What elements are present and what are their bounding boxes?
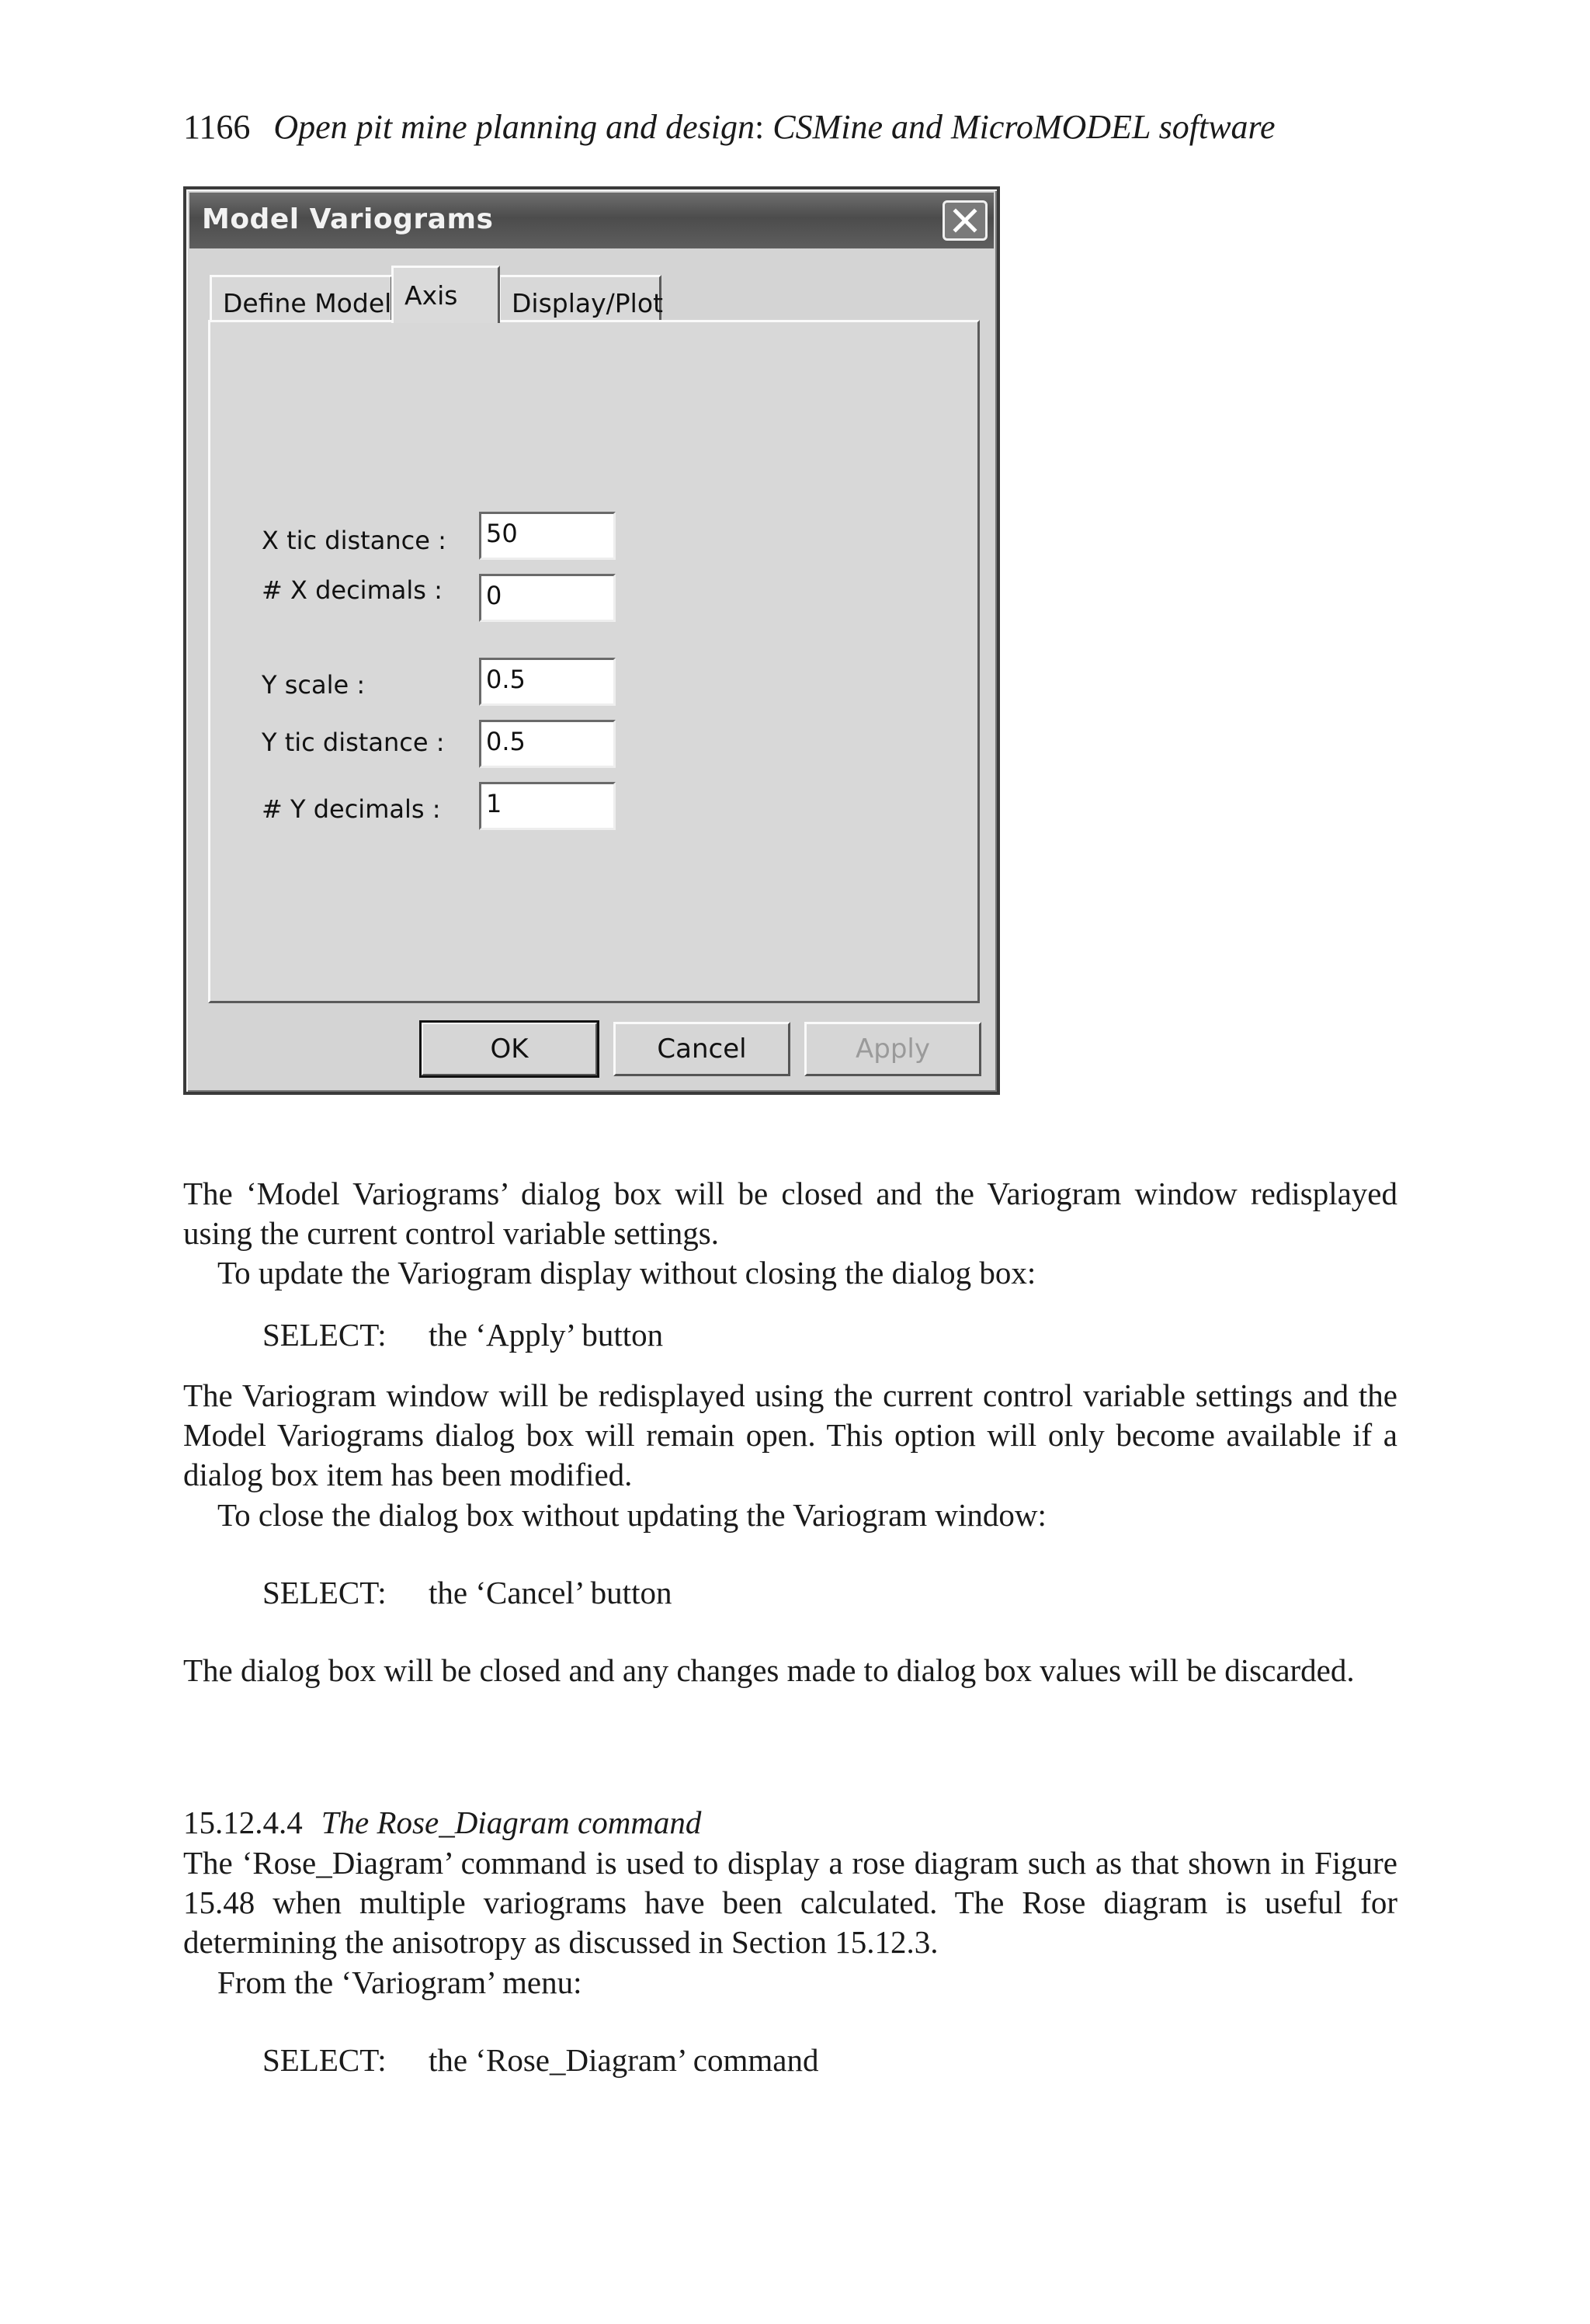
ok-button[interactable]: OK	[421, 1022, 598, 1076]
x-decimals-input[interactable]: 0	[479, 574, 616, 622]
dialog-title: Model Variograms	[202, 203, 494, 235]
select-target: the ‘Rose_Diagram’ command	[429, 2042, 819, 2078]
cancel-button[interactable]: Cancel	[613, 1022, 790, 1076]
select-keyword: SELECT:	[262, 2042, 387, 2078]
y-tic-distance-input[interactable]: 0.5	[479, 720, 616, 768]
x-decimals-label: # X decimals :	[262, 575, 443, 605]
select-line-cancel	[262, 1573, 672, 1613]
y-tic-distance-label: Y tic distance :	[262, 728, 445, 757]
axis-tab-panel	[208, 320, 980, 1003]
select-target: the ‘Cancel’ button	[429, 1575, 672, 1610]
dialog-titlebar[interactable]	[189, 193, 994, 248]
y-scale-label: Y scale :	[262, 670, 366, 700]
x-tic-distance-label: X tic distance :	[262, 526, 446, 555]
paragraph-7: From the ‘Variogram’ menu:	[217, 1964, 582, 2000]
tab-display-plot[interactable]: Display/Plot	[498, 275, 661, 321]
select-target: the ‘Apply’ button	[429, 1317, 664, 1353]
close-icon	[952, 207, 978, 234]
select-keyword: SELECT:	[262, 1575, 387, 1610]
tab-axis[interactable]: Axis	[391, 266, 500, 323]
y-scale-input[interactable]: 0.5	[479, 658, 616, 706]
model-variograms-dialog	[183, 186, 1000, 1095]
select-line-apply	[262, 1315, 663, 1355]
page-number: 1166	[183, 108, 251, 146]
paragraph-6: The ‘Rose_Diagram’ command is used to display a rose diagram such as that shown in Figure 15.48 when multiple variograms have been calculated. The Rose diagram is useful for determining the anisotropy as discussed in Section 15.12.3.	[183, 1845, 1397, 1960]
book-title: Open pit mine planning and design	[273, 108, 755, 146]
tab-define-model[interactable]: Define Model	[210, 275, 393, 321]
select-keyword: SELECT:	[262, 1317, 387, 1353]
y-decimals-label: # Y decimals :	[262, 794, 441, 824]
paragraph-3: The Variogram window will be redisplayed using the current control variable settings and the Model Variograms dialog box will remain open. This option will only become available if a dialog box item has been modified.	[183, 1377, 1397, 1492]
paragraph-2: To update the Variogram display without closing the dialog box:	[217, 1255, 1036, 1291]
paragraph-5: The dialog box will be closed and any changes made to dialog box values will be discarded.	[183, 1652, 1355, 1688]
x-tic-distance-input[interactable]: 50	[479, 512, 616, 560]
book-subtitle: CSMine and MicroMODEL software	[772, 108, 1276, 146]
apply-button[interactable]: Apply	[804, 1022, 981, 1076]
paragraph-4: To close the dialog box without updating the Variogram window:	[217, 1497, 1047, 1533]
title-separator: :	[754, 108, 773, 146]
section-number: 15.12.4.4	[183, 1805, 303, 1840]
y-decimals-input[interactable]: 1	[479, 782, 616, 830]
select-line-rose	[262, 2041, 818, 2080]
section-title: The Rose_Diagram command	[321, 1805, 702, 1840]
paragraph-1: The ‘Model Variograms’ dialog box will be closed and the Variogram window redisplayed using the current control variable settings.	[183, 1176, 1397, 1251]
running-header	[183, 107, 1276, 147]
close-button[interactable]	[943, 200, 988, 241]
section-heading	[183, 1803, 701, 1843]
